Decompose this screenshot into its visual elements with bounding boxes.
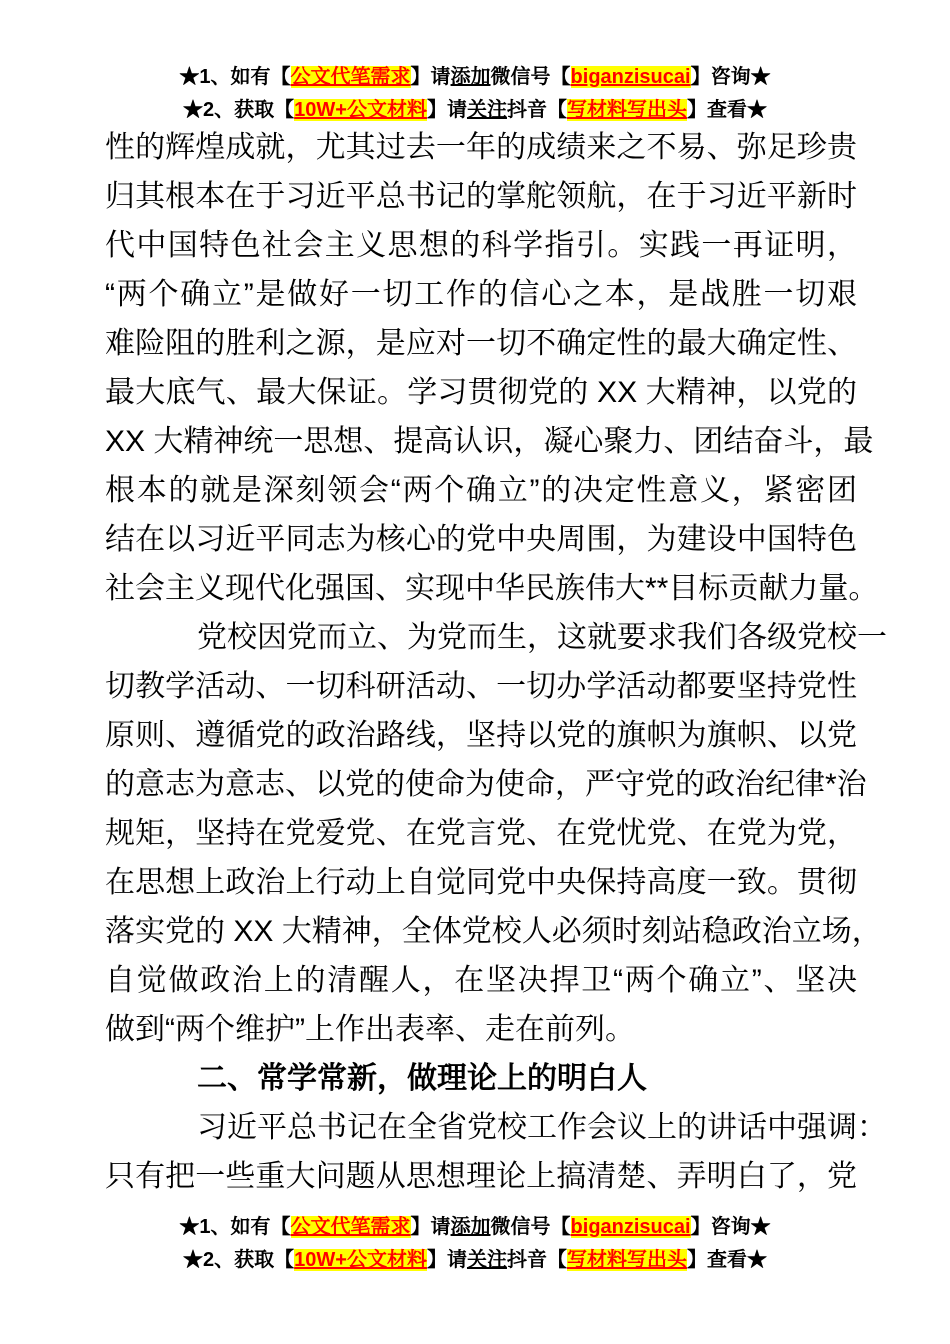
- banner-underline-text: 关注: [466, 1249, 507, 1271]
- body-line: 根本的就是深刻领会“两个确立”的决定性意义，紧密团: [105, 474, 857, 507]
- body-line: 归其根本在于习近平总书记的掌舵领航，在于习近平新时: [105, 180, 857, 213]
- body-line: 性的辉煌成就，尤其过去一年的成绩来之不易、弥足珍贵: [105, 131, 857, 164]
- body-line: “两个确立”是做好一切工作的信心之本，是战胜一切艰: [105, 278, 857, 311]
- body-line: 落实党的 XX 大精神，全体党校人必须时刻站稳政治立场，: [105, 915, 882, 948]
- body-line: 结在以习近平同志为核心的党中央周围，为建设中国特色: [105, 523, 857, 556]
- document-body: [105, 123, 887, 1201]
- body-line: 做到“两个维护”上作出表率、走在前列。: [105, 1013, 635, 1046]
- banner-douyin-id: 写材料写出头: [566, 99, 687, 121]
- banner-text: 】请: [410, 66, 451, 88]
- header-banner: [0, 61, 950, 127]
- banner-text: ★2、获取【: [183, 99, 295, 121]
- header-banner-line1: [0, 61, 950, 94]
- banner-text: ★1、如有【: [179, 1216, 291, 1238]
- banner-underline-text: 添加: [450, 1216, 491, 1238]
- banner-text: 】查看★: [686, 1249, 767, 1271]
- body-line: 党校因党而立、为党而生，这就要求我们各级党校一: [197, 621, 887, 654]
- banner-text: 】咨询★: [690, 1216, 771, 1238]
- banner-highlight: 10W+公文材料: [294, 1249, 427, 1271]
- body-line: 自觉做政治上的清醒人，在坚决捍卫“两个确立”、坚决: [105, 964, 857, 997]
- body-line: 的意志为意志、以党的使命为使命，严守党的政治纪律*治: [105, 768, 867, 801]
- section-heading: 二、常学常新，做理论上的明白人: [197, 1062, 647, 1095]
- banner-text: ★2、获取【: [183, 1249, 295, 1271]
- body-line: 规矩，坚持在党爱党、在党言党、在党忧党、在党为党，: [105, 817, 857, 850]
- footer-banner: [0, 1211, 950, 1277]
- banner-highlight: 公文代笔需求: [290, 66, 411, 88]
- body-line: 社会主义现代化强国、实现中华民族伟大**目标贡献力量。: [105, 572, 879, 605]
- banner-wechat-id: biganzisucai: [570, 1216, 691, 1238]
- body-line: 习近平总书记在全省党校工作会议上的讲话中强调：: [197, 1111, 887, 1144]
- banner-text: 】请: [426, 1249, 467, 1271]
- banner-text: ★1、如有【: [179, 66, 291, 88]
- footer-banner-line2: [0, 1244, 950, 1277]
- body-line: 难险阻的胜利之源，是应对一切不确定性的最大确定性、: [105, 327, 857, 360]
- banner-text: 】咨询★: [690, 66, 771, 88]
- banner-highlight: 公文代笔需求: [290, 1216, 411, 1238]
- banner-highlight: 10W+公文材料: [294, 99, 427, 121]
- body-line: 在思想上政治上行动上自觉同党中央保持高度一致。贯彻: [105, 866, 857, 899]
- banner-douyin-id: 写材料写出头: [566, 1249, 687, 1271]
- body-line: 最大底气、最大保证。学习贯彻党的 XX 大精神，以党的: [105, 376, 857, 409]
- body-line: 原则、遵循党的政治路线，坚持以党的旗帜为旗帜、以党: [105, 719, 857, 752]
- body-line: 切教学活动、一切科研活动、一切办学活动都要坚持党性: [105, 670, 857, 703]
- banner-text: 抖音【: [506, 1249, 567, 1271]
- banner-underline-text: 添加: [450, 66, 491, 88]
- banner-text: 微信号【: [490, 1216, 571, 1238]
- body-line: 只有把一些重大问题从思想理论上搞清楚、弄明白了，党: [105, 1160, 857, 1193]
- banner-text: 抖音【: [506, 99, 567, 121]
- banner-text: 】请: [426, 99, 467, 121]
- body-line: XX 大精神统一思想、提高认识，凝心聚力、团结奋斗，最: [105, 425, 874, 458]
- footer-banner-line1: [0, 1211, 950, 1244]
- banner-underline-text: 关注: [466, 99, 507, 121]
- body-line: 代中国特色社会主义思想的科学指引。实践一再证明，: [105, 229, 857, 262]
- banner-wechat-id: biganzisucai: [570, 66, 691, 88]
- banner-text: 】请: [410, 1216, 451, 1238]
- banner-text: 微信号【: [490, 66, 571, 88]
- banner-text: 】查看★: [686, 99, 767, 121]
